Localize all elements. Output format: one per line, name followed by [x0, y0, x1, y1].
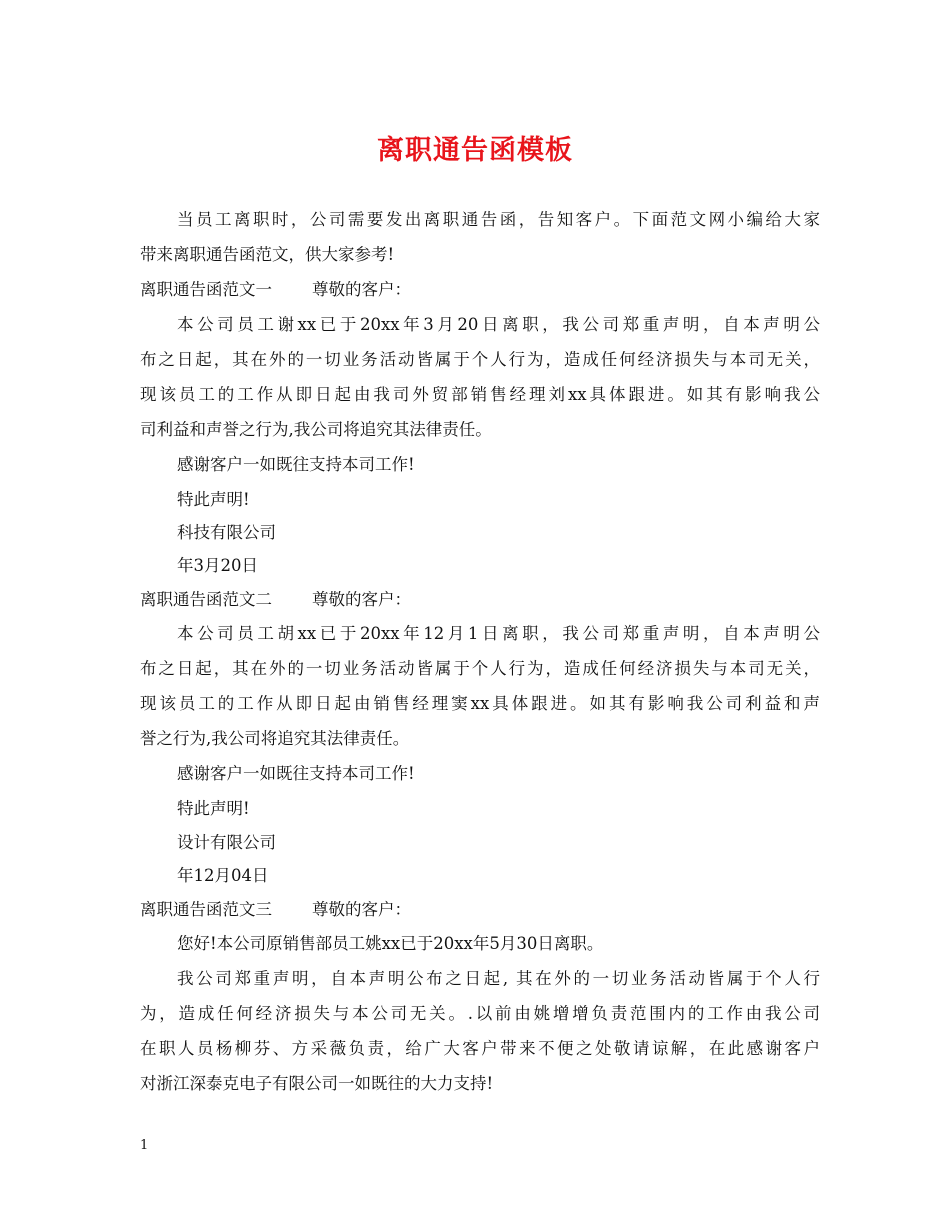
- sample3-body-line-4: 对浙江深泰克电子有限公司一如既往的大力支持!: [140, 1074, 494, 1093]
- page-number: 1: [140, 1138, 149, 1153]
- intro-line-1: 当员工离职时，公司需要发出离职通告函，告知客户。下面范文网小编给大家: [177, 210, 820, 229]
- sample3-body-line-2: 为，造成任何经济损失与本公司无关。.以前由姚增增负责范围内的工作由我公司: [140, 1004, 820, 1023]
- sample2-declare: 特此声明!: [177, 799, 250, 818]
- sample1-date: 年3月20日: [177, 556, 258, 575]
- intro-line-2: 带来离职通告函范文，供大家参考!: [140, 245, 395, 264]
- sample1-greeting: 尊敬的客户：: [312, 280, 411, 299]
- sample2-greeting: 尊敬的客户：: [312, 590, 411, 609]
- sample2-company: 设计有限公司: [177, 833, 276, 852]
- sample2-date: 年12月04日: [177, 866, 269, 885]
- sample2-body-line-2: 布之日起，其在外的一切业务活动皆属于个人行为，造成任何经济损失与本司无关，: [140, 659, 820, 678]
- sample1-thanks: 感谢客户一如既往支持本司工作!: [177, 455, 415, 474]
- sample1-company: 科技有限公司: [177, 523, 276, 542]
- document-title: 离职通告函模板: [377, 135, 573, 166]
- sample1-body-line-3: 现该员工的工作从即日起由我司外贸部销售经理刘xx具体跟进。如其有影响我公: [140, 385, 820, 404]
- sample2-body-line-1: 本公司员工胡xx已于20xx年12月1日离职，我公司郑重声明，自本声明公: [177, 624, 820, 643]
- sample2-header: [140, 588, 820, 612]
- sample3-greeting: 尊敬的客户：: [312, 900, 411, 919]
- sample2-body-line-4: 誉之行为,我公司将追究其法律责任。: [140, 729, 410, 748]
- sample1-body-line-2: 布之日起，其在外的一切业务活动皆属于个人行为，造成任何经济损失与本司无关，: [140, 350, 820, 369]
- sample1-heading: 离职通告函范文一: [140, 280, 272, 299]
- sample1-header: [140, 278, 820, 302]
- sample1-body-line-1: 本公司员工谢xx已于20xx年3月20日离职，我公司郑重声明，自本声明公: [177, 315, 820, 334]
- sample1-declare: 特此声明!: [177, 490, 250, 509]
- sample3-heading: 离职通告函范文三: [140, 900, 272, 919]
- sample3-opening: 您好!本公司原销售部员工姚xx已于20xx年5月30日离职。: [177, 934, 604, 953]
- sample1-body-line-4: 司利益和声誉之行为,我公司将追究其法律责任。: [140, 420, 492, 439]
- sample3-header: [140, 898, 820, 922]
- sample2-body-line-3: 现该员工的工作从即日起由销售经理窦xx具体跟进。如其有影响我公司利益和声: [140, 694, 820, 713]
- sample3-body-line-1: 我公司郑重声明，自本声明公布之日起, 其在外的一切业务活动皆属于个人行: [177, 969, 820, 988]
- sample3-body-line-3: 在职人员杨柳芬、方采薇负责，给广大客户带来不便之处敬请谅解，在此感谢客户: [140, 1039, 820, 1058]
- sample2-heading: 离职通告函范文二: [140, 590, 272, 609]
- sample2-thanks: 感谢客户一如既往支持本司工作!: [177, 764, 415, 783]
